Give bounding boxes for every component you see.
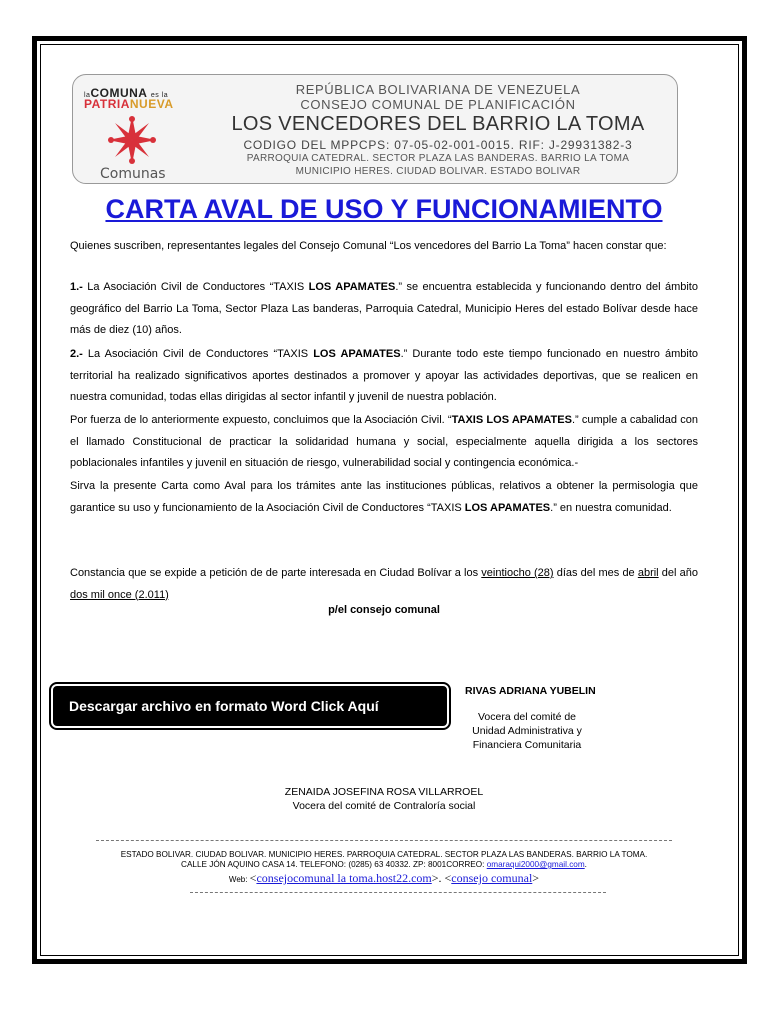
paragraph-2: 2.- La Asociación Civil de Conductores “TAXIS LOS APAMATES.” Durante todo este tiempo funcionado en nuestro ámbito territorial ha realizado significativos aportes destinados a promover y apoyar las actividades deportivas, que se realicen en nuestra comunidad, todas ellas dirigidas al sector infantil y juvenil de nuestra población.: [70, 348, 698, 403]
header-council-type: CONSEJO COMUNAL DE PLANIFICACIÓN: [300, 97, 576, 112]
footer-council-link[interactable]: consejo comunal: [451, 871, 533, 885]
star-people-icon: [106, 114, 158, 166]
header-address-1: PARROQUIA CATEDRAL. SECTOR PLAZA LAS BANDERAS. BARRIO LA TOMA: [246, 153, 630, 164]
paragraph-1: 1.- La Asociación Civil de Conductores “TAXIS LOS APAMATES.” se encuentra establecida y funcionando dentro del ámbito geográfico del Barrio La Toma, Sector Plaza Las banderas, Parroquia Catedral, Municipio Heres del estado Bolívar desde hace más de diez (10) años.: [70, 281, 698, 336]
signature-heading: p/el consejo comunal: [328, 604, 440, 616]
download-button-label: Descargar archivo en formato Word Click Aquí: [51, 684, 449, 728]
paragraph-4: Sirva la presente Carta como Aval para los trámites ante las instituciones públicas, relativos a obtener la permisologia que garantice su uso y funcionamiento de la Asociación Civil de Conductores “TAXIS LOS APAMATES.” en nuestra comunidad.: [70, 480, 698, 514]
footer-divider-top: [96, 840, 672, 841]
signer-1-name: RIVAS ADRIANA YUBELIN: [465, 685, 596, 697]
logo-text-bottom: Comunas: [100, 166, 166, 182]
header-codes: CODIGO DEL MPPCPS: 07-05-02-001-0015. RIF: J-29931382-3: [243, 138, 633, 152]
document-title: CARTA AVAL DE USO Y FUNCIONAMIENTO: [105, 194, 663, 224]
header-address-2: MUNICIPIO HERES. CIUDAD BOLIVAR. ESTADO BOLIVAR: [295, 166, 581, 177]
intro-paragraph: Quienes suscriben, representantes legales del Consejo Comunal “Los vencedores del Barrio La Toma” hacen constar que:: [70, 240, 667, 252]
download-word-button[interactable]: [49, 682, 451, 730]
constancia-paragraph: Constancia que se expide a petición de de parte interesada en Ciudad Bolívar a los veintiocho (28) días del mes de abril del año dos mil once (2.011): [70, 567, 698, 601]
footer-web-line: Web: <consejocomunal la toma.host22.com>. <consejo comunal>: [228, 871, 540, 885]
signer-2-name: ZENAIDA JOSEFINA ROSA VILLARROEL: [284, 786, 484, 798]
footer-website-link[interactable]: consejocomunal la toma.host22.com: [256, 871, 432, 885]
footer-address-line-1: ESTADO BOLIVAR. CIUDAD BOLIVAR. MUNICIPIO HERES. PARROQUIA CATEDRAL. SECTOR PLAZA LAS BANDERAS. BARRIO LA TOMA.: [120, 850, 648, 859]
footer-email-link[interactable]: omaraqui2000@gmail.com: [486, 860, 585, 869]
header-country: REPÚBLICA BOLIVARIANA DE VENEZUELA: [295, 82, 581, 97]
paragraph-3: Por fuerza de lo anteriormente expuesto, concluimos que la Asociación Civil. “TAXIS LOS APAMATES.” cumple a cabalidad con el llamado Constitucional de practicar la solidaridad humana y social, especialmente aquella dirigida a los sectores poblacionales infantiles y juvenil en situación de riesgo, vulnerabilidad social y contingencia económica.-: [70, 414, 698, 469]
logo-text-middle: PATRIANUEVA: [84, 97, 174, 111]
logo-text-top: laCOMUNA es la: [84, 86, 169, 100]
signer-1-role: Vocera del comité de Unidad Administrativa y Financiera Comunitaria: [472, 711, 582, 751]
footer-address-line-2: CALLE JÓN AQUINO CASA 14. TELEFONO: (0285) 63 40332. ZP: 8001CORREO: omaraqui2000@gmail.com.: [181, 860, 587, 869]
signer-2-role: Vocera del comité de Contraloría social: [292, 800, 476, 812]
header-council-name: LOS VENCEDORES DEL BARRIO LA TOMA: [231, 113, 645, 135]
footer-divider-bottom: [190, 892, 606, 893]
comuna-logo: [80, 80, 210, 184]
